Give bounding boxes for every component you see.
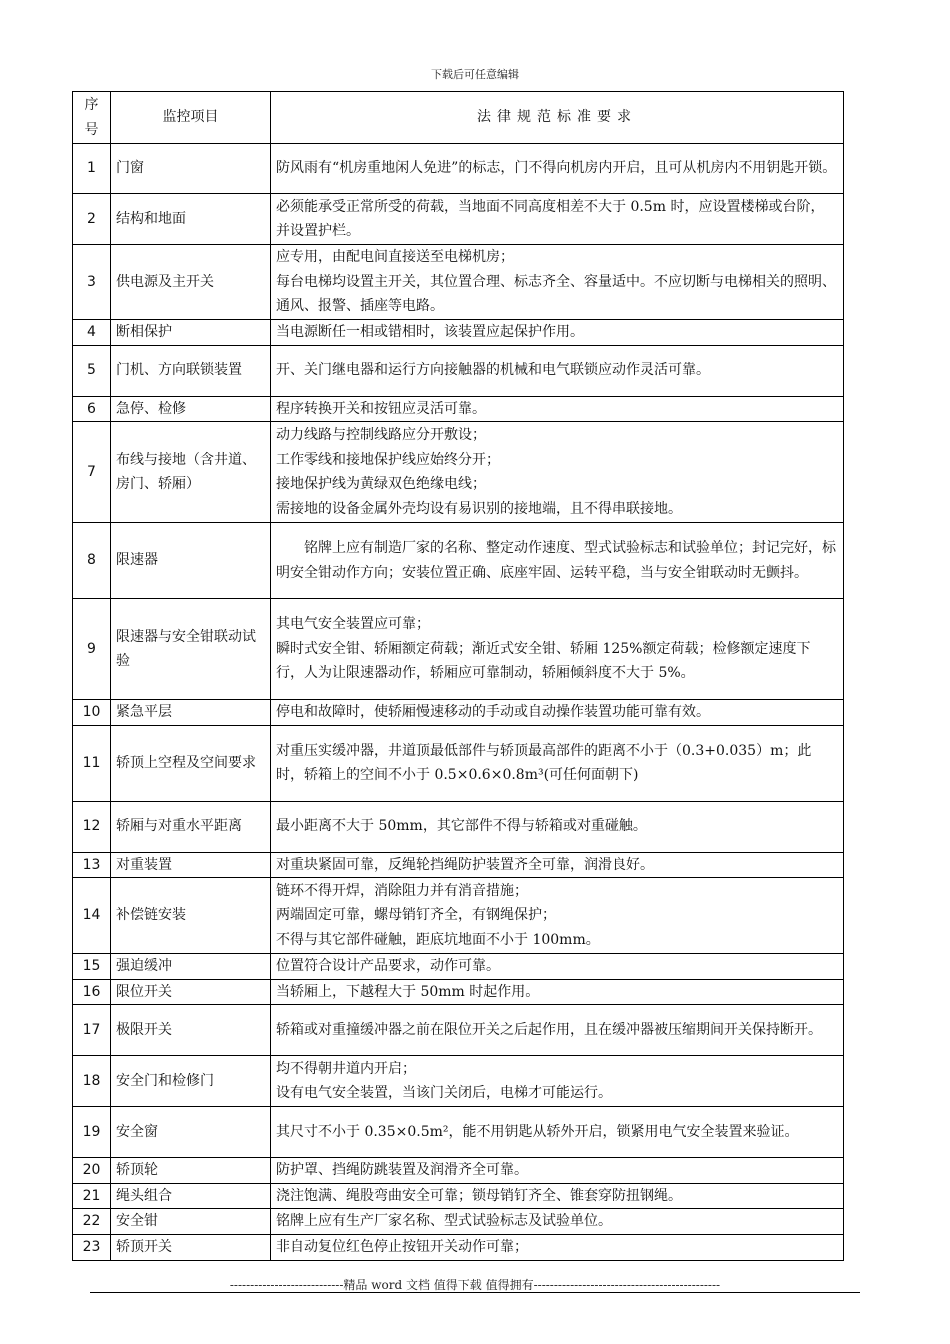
table-row bbox=[73, 878, 844, 954]
requirement-line: 其电气安全装置应可靠； bbox=[276, 616, 430, 633]
table-row bbox=[73, 1107, 844, 1158]
row-number: 21 bbox=[73, 1183, 111, 1209]
page-footer: ----------------------------精品 word 文档 值得下载 值得拥有---------------------------------------------- bbox=[229, 1278, 721, 1292]
requirement-line: 非自动复位红色停止按钮开关动作可靠； bbox=[276, 1238, 528, 1255]
inspection-item: 轿顶上空程及空间要求 bbox=[111, 725, 271, 801]
requirement-cell bbox=[271, 144, 844, 194]
requirement-cell bbox=[271, 194, 844, 245]
requirement-line: 对重块紧固可靠，反绳轮挡绳防护装置齐全可靠，润滑良好。 bbox=[276, 856, 654, 873]
table-row bbox=[73, 954, 844, 980]
requirement-line: 最小距离不大于 50mm，其它部件不得与轿箱或对重碰触。 bbox=[276, 818, 647, 835]
requirement-cell bbox=[271, 1005, 844, 1056]
requirement-line: 开、关门继电器和运行方向接触器的机械和电气联锁应动作灵活可靠。 bbox=[276, 362, 710, 379]
requirement-cell bbox=[271, 1183, 844, 1209]
row-number: 8 bbox=[73, 523, 111, 599]
inspection-item: 轿顶开关 bbox=[111, 1234, 271, 1260]
requirement-cell bbox=[271, 422, 844, 523]
requirement-line: 不得与其它部件碰触，距底坑地面不小于 100mm。 bbox=[276, 931, 600, 948]
requirement-cell bbox=[271, 1158, 844, 1184]
inspection-item: 门窗 bbox=[111, 144, 271, 194]
requirement-cell bbox=[271, 725, 844, 801]
page-header: 下载后可任意编辑 bbox=[431, 68, 519, 81]
requirement-cell bbox=[271, 700, 844, 726]
row-number: 11 bbox=[73, 725, 111, 801]
requirement-line: 必须能承受正常所受的荷载，当地面不同高度相差不大于 0.5m 时，应设置楼梯或台阶，并设置护栏。 bbox=[276, 198, 825, 239]
requirement-line: 应专用，由配电间直接送至电梯机房； bbox=[276, 249, 514, 266]
row-number: 6 bbox=[73, 396, 111, 422]
table-row bbox=[73, 1209, 844, 1235]
inspection-item: 紧急平层 bbox=[111, 700, 271, 726]
inspection-item: 轿顶轮 bbox=[111, 1158, 271, 1184]
requirement-cell bbox=[271, 1234, 844, 1260]
table-row bbox=[73, 396, 844, 422]
table-row bbox=[73, 700, 844, 726]
row-number: 13 bbox=[73, 852, 111, 878]
requirement-cell bbox=[271, 320, 844, 346]
inspection-item: 补偿链安装 bbox=[111, 878, 271, 954]
row-number: 5 bbox=[73, 345, 111, 396]
inspection-table bbox=[72, 91, 844, 1261]
row-number: 16 bbox=[73, 979, 111, 1005]
requirement-cell bbox=[271, 599, 844, 700]
requirement-cell bbox=[271, 1056, 844, 1107]
requirement-cell bbox=[271, 801, 844, 852]
requirement-line: 浇注饱满、绳股弯曲安全可靠；锁母销钉齐全、锥套穿防扭钢绳。 bbox=[276, 1187, 682, 1204]
inspection-item: 安全门和检修门 bbox=[111, 1056, 271, 1107]
inspection-item: 布线与接地（含井道、房门、轿厢） bbox=[111, 422, 271, 523]
requirement-line: 工作零线和接地保护线应始终分开； bbox=[276, 451, 500, 468]
requirement-cell bbox=[271, 979, 844, 1005]
requirement-line: 轿箱或对重撞缓冲器之前在限位开关之后起作用，且在缓冲器被压缩期间开关保持断开。 bbox=[276, 1021, 822, 1038]
row-number: 9 bbox=[73, 599, 111, 700]
table-row bbox=[73, 144, 844, 194]
requirement-line: 需接地的设备金属外壳均设有易识别的接地端，且不得串联接地。 bbox=[276, 500, 682, 517]
inspection-item: 供电源及主开关 bbox=[111, 245, 271, 320]
row-number: 18 bbox=[73, 1056, 111, 1107]
requirement-line: 其尺寸不小于 0.35×0.5m²，能不用钥匙从轿外开启，锁紧用电气安全装置来验证。 bbox=[276, 1123, 799, 1140]
row-number: 3 bbox=[73, 245, 111, 320]
table-row bbox=[73, 599, 844, 700]
inspection-item: 极限开关 bbox=[111, 1005, 271, 1056]
row-number: 4 bbox=[73, 320, 111, 346]
requirement-cell bbox=[271, 954, 844, 980]
table-row bbox=[73, 345, 844, 396]
table-row bbox=[73, 1234, 844, 1260]
header-requirement: 法律规范标准要求 bbox=[271, 92, 844, 144]
requirement-line: 对重压实缓冲器，井道顶最低部件与轿顶最高部件的距离不小于（0.3+0.035）m；此时，轿箱上的空间不小于 0.5×0.6×0.8m³(可任何面朝下) bbox=[276, 742, 812, 783]
table-header-row bbox=[73, 92, 844, 144]
inspection-item: 门机、方向联锁装置 bbox=[111, 345, 271, 396]
requirement-line: 防风雨有“机房重地闲人免进”的标志，门不得向机房内开启，且可从机房内不用钥匙开锁。 bbox=[276, 160, 837, 177]
requirement-line: 停电和故障时，使轿厢慢速移动的手动或自动操作装置功能可靠有效。 bbox=[276, 704, 710, 720]
table-row bbox=[73, 194, 844, 245]
row-number: 23 bbox=[73, 1234, 111, 1260]
row-number: 12 bbox=[73, 801, 111, 852]
requirement-cell bbox=[271, 878, 844, 954]
table-row bbox=[73, 1056, 844, 1107]
table-row bbox=[73, 801, 844, 852]
table-row bbox=[73, 1005, 844, 1056]
requirement-line: 动力线路与控制线路应分开敷设； bbox=[276, 427, 486, 443]
requirement-cell bbox=[271, 852, 844, 878]
table-row bbox=[73, 1183, 844, 1209]
row-number: 14 bbox=[73, 878, 111, 954]
inspection-item: 急停、检修 bbox=[111, 396, 271, 422]
header-no-label: 序号 bbox=[84, 97, 99, 138]
inspection-item: 安全窗 bbox=[111, 1107, 271, 1158]
requirement-line: 接地保护线为黄绿双色绝缘电线； bbox=[276, 476, 486, 492]
requirement-line: 每台电梯均设置主开关，其位置合理、标志齐全、容量适中。不应切断与电梯相关的照明、通风、报警、插座等电路。 bbox=[276, 273, 836, 315]
requirement-line: 链环不得开焊，消除阻力并有消音措施； bbox=[276, 882, 528, 899]
inspection-item: 断相保护 bbox=[111, 320, 271, 346]
requirement-line: 设有电气安全装置，当该门关闭后，电梯才可能运行。 bbox=[276, 1085, 612, 1101]
table-row bbox=[73, 979, 844, 1005]
table-row bbox=[73, 422, 844, 523]
requirement-line: 铭牌上应有制造厂家的名称、整定动作速度、型式试验标志和试验单位；封记完好，标明安全钳动作方向；安装位置正确、底座牢固、运转平稳，当与安全钳联动时无颤抖。 bbox=[276, 540, 836, 581]
row-number: 17 bbox=[73, 1005, 111, 1056]
requirement-line: 两端固定可靠，螺母销钉齐全，有钢绳保护； bbox=[276, 907, 556, 924]
row-number: 1 bbox=[73, 144, 111, 194]
table-row bbox=[73, 245, 844, 320]
row-number: 15 bbox=[73, 954, 111, 980]
row-number: 22 bbox=[73, 1209, 111, 1235]
requirement-line: 均不得朝井道内开启； bbox=[276, 1060, 416, 1077]
inspection-item: 结构和地面 bbox=[111, 194, 271, 245]
requirement-cell bbox=[271, 1107, 844, 1158]
requirement-line: 位置符合设计产品要求，动作可靠。 bbox=[276, 958, 500, 974]
table-row bbox=[73, 1158, 844, 1184]
requirement-line: 铭牌上应有生产厂家名称、型式试验标志及试验单位。 bbox=[276, 1213, 612, 1229]
table-row bbox=[73, 725, 844, 801]
requirement-cell bbox=[271, 1209, 844, 1235]
row-number: 10 bbox=[73, 700, 111, 726]
table-row bbox=[73, 523, 844, 599]
table-row bbox=[73, 320, 844, 346]
inspection-item: 绳头组合 bbox=[111, 1183, 271, 1209]
header-item: 监控项目 bbox=[111, 92, 271, 144]
requirement-line: 当轿厢上，下越程大于 50mm 时起作用。 bbox=[276, 983, 540, 1000]
inspection-item: 限位开关 bbox=[111, 979, 271, 1005]
row-number: 2 bbox=[73, 194, 111, 245]
inspection-item: 限速器与安全钳联动试验 bbox=[111, 599, 271, 700]
requirement-cell bbox=[271, 345, 844, 396]
requirement-line: 程序转换开关和按钮应灵活可靠。 bbox=[276, 400, 486, 417]
inspection-item: 强迫缓冲 bbox=[111, 954, 271, 980]
row-number: 7 bbox=[73, 422, 111, 523]
requirement-cell bbox=[271, 396, 844, 422]
requirement-line: 瞬时式安全钳、轿厢额定荷载；渐近式安全钳、轿厢 125%额定荷载；检修额定速度下行，人为让限速器动作，轿厢应可靠制动，轿厢倾斜度不大于 5%。 bbox=[276, 640, 811, 682]
footer-divider bbox=[90, 1292, 860, 1293]
requirement-cell bbox=[271, 245, 844, 320]
table-row bbox=[73, 852, 844, 878]
row-number: 20 bbox=[73, 1158, 111, 1184]
row-number: 19 bbox=[73, 1107, 111, 1158]
requirement-line: 防护罩、挡绳防跳装置及润滑齐全可靠。 bbox=[276, 1162, 528, 1178]
inspection-item: 对重装置 bbox=[111, 852, 271, 878]
requirement-cell bbox=[271, 523, 844, 599]
header-no bbox=[73, 92, 111, 144]
requirement-line: 当电源断任一相或错相时，该装置应起保护作用。 bbox=[276, 324, 584, 340]
inspection-item: 限速器 bbox=[111, 523, 271, 599]
inspection-item: 安全钳 bbox=[111, 1209, 271, 1235]
inspection-item: 轿厢与对重水平距离 bbox=[111, 801, 271, 852]
